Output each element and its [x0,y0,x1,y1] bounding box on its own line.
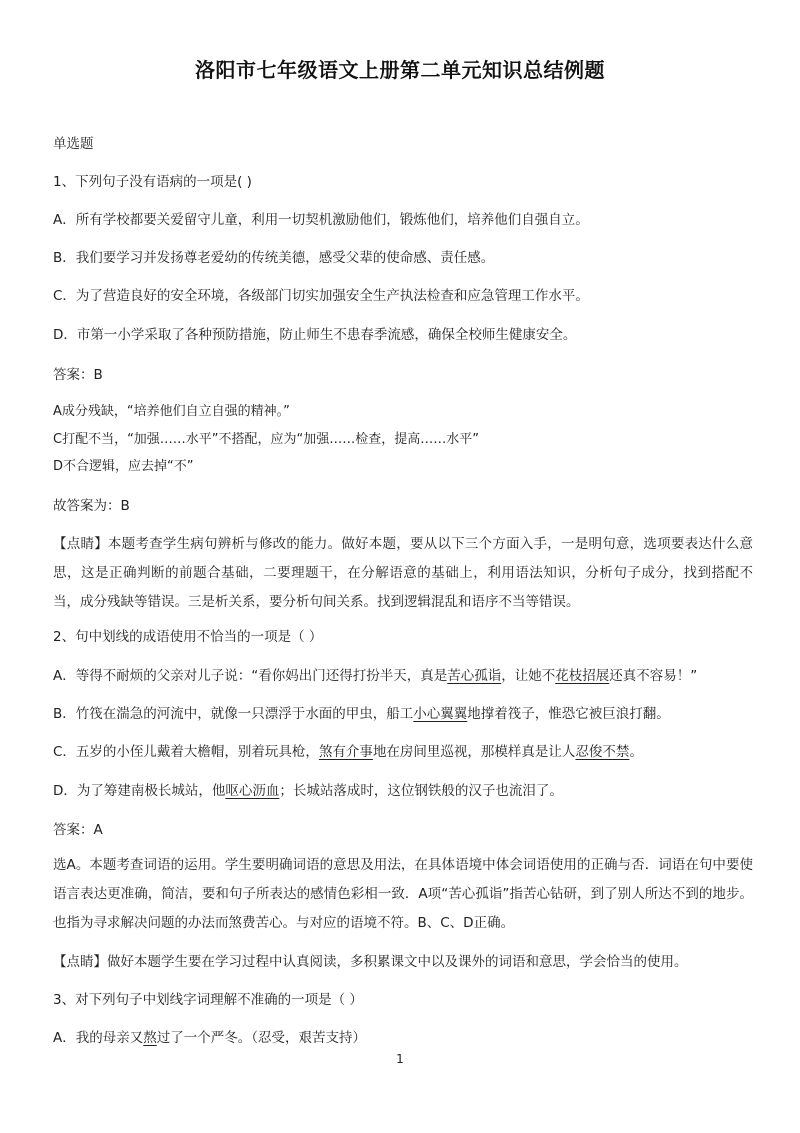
q2-explanation: 选A。本题考查词语的运用。学生要明确词语的意思及用法，在具体语境中体会词语使用的正确与否．词语在句中要使语言表达更准确，简洁，要和句子所表达的感情色彩相一致．A项“苦心孤诣”指苦心钻研，到了别人所达不到的地步。也指为寻求解决问题的办法而煞费苦心。与对应的语境不符。B、C、D正确。 [53,857,753,931]
q1-final-answer: 故答案为：B [53,498,130,514]
q2-underlined-idiom: 花枝招展 [555,668,610,684]
q2-underlined-idiom: 呕心沥血 [225,783,280,799]
q3-stem: 3、对下列句子中划线字词理解不准确的一项是（ ） [53,992,363,1008]
page-number: 1 [396,1052,404,1066]
q1-explain-c: C打配不当，“加强……水平”不搭配，应为“加强……检查，提高……水平” [53,432,480,447]
q1-option-c: C．为了营造良好的安全环境，各级部门切实加强安全生产执法检查和应急管理工作水平。 [53,288,589,304]
q2-underlined-idiom: 煞有介事 [318,744,373,760]
q2-note: 【点睛】做好本题学生要在学习过程中认真阅读，多积累课文中以及课外的词语和意思，学会恰当的使用。 [53,954,688,970]
q3-option-a: A．我的母亲又熬过了一个严冬。（忍受，艰苦支持） [53,1030,366,1046]
q2-underlined-idiom: 忍俊不禁 [575,744,630,760]
q2-option-d: D．为了筹建南极长城站，他呕心沥血；长城站落成时，这位钢铁般的汉子也流泪了。 [53,783,563,799]
q2-option-b: B．竹筏在湍急的河流中，就像一只漂浮于水面的甲虫，船工小心翼翼地撑着筏子，惟恐它被巨浪打翻。 [53,706,670,722]
q2-stem: 2、句中划线的成语使用不恰当的一项是（ ） [53,629,323,645]
q1-note: 【点睛】本题考查学生病句辨析与修改的能力。做好本题，要从以下三个方面入手，一是明句意，选项要表达什么意思，这是正确判断的前题合基础，二要理题干，在分解语意的基础上，利用语法知识，分析句子成分，找到搭配不当，成分残缺等错误。三是析关系，要分析句间关系。找到逻辑混乱和语序不当等错误。 [53,536,753,610]
q1-explain-d: D不合逻辑，应去掉“不” [53,459,194,474]
q2-underlined-idiom: 小心翼翼 [413,706,468,722]
q1-answer: 答案：B [53,367,103,383]
q2-underlined-idiom: 苦心孤诣 [447,668,502,684]
q2-option-a: A．等得不耐烦的父亲对儿子说：“看你妈出门还得打扮半天，真是苦心孤诣，让她不花枝招展还真不容易！” [53,668,698,684]
q1-option-b: B．我们要学习并发扬尊老爱幼的传统美德，感受父辈的使命感、责任感。 [53,250,495,266]
q1-option-d: D．市第一小学采取了各种预防措施，防止师生不患春季流感，确保全校师生健康安全。 [53,327,577,343]
document-title: 洛阳市七年级语文上册第二单元知识总结例题 [195,58,605,82]
q1-stem: 1、下列句子没有语病的一项是( ) [53,174,252,190]
q2-answer: 答案：A [53,822,103,838]
q3-underlined-word: 熬 [143,1030,157,1046]
q1-explain-a: A成分残缺，“培养他们自立自强的精神。” [53,404,290,419]
q1-option-a: A．所有学校都要关爱留守儿童，利用一切契机激励他们，锻炼他们，培养他们自强自立。 [53,212,589,228]
section-heading: 单选题 [53,136,94,152]
q2-option-c: C．五岁的小侄儿戴着大檐帽，别着玩具枪，煞有介事地在房间里巡视，那模样真是让人忍俊不禁。 [53,744,643,760]
